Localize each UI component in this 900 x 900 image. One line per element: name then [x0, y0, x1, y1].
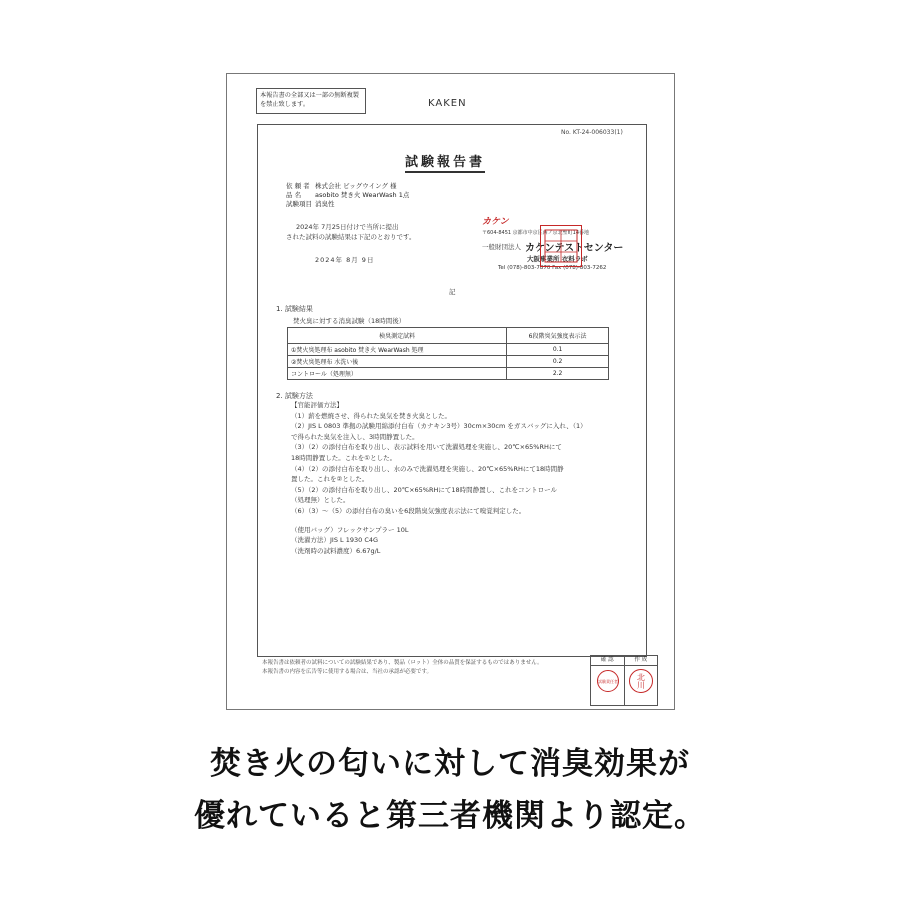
footer-note: [262, 659, 543, 677]
org-brand: カケン: [482, 217, 509, 227]
table-row: [288, 368, 609, 380]
method-line: （2）JIS L 0803 準拠の試験用綿添付白布（カナキン3号）30cm×30cm をガスバッグに入れ、（1）: [291, 422, 587, 431]
approval-left-label: 確 認: [591, 656, 625, 665]
item-label: 試験項目: [286, 200, 312, 208]
intro-line2: された試料の試験結果は下記のとおりです。: [286, 233, 416, 241]
org-branch: 大阪事業所 衣料ラボ: [527, 255, 588, 263]
company-seal-stamp: [540, 225, 582, 267]
method-line: （5）（2）の添付白布を取り出し、20℃×65%RHにて18時間静置し、これをコントロール: [291, 485, 558, 494]
doc-number: No. KT-24-006033(1): [561, 129, 623, 136]
footer-line: 本報告書の内容を広告等に使用する場合は、当社の承認が必要です。: [262, 669, 433, 675]
method-line: 18時間静置した。これを①とした。: [291, 453, 397, 462]
approval-box: [590, 655, 658, 706]
method-line: で得られた臭気を注入し、3時間静置した。: [291, 432, 419, 441]
stamp-left: 試験責任者: [597, 670, 619, 692]
row-value: 0.1: [507, 344, 609, 356]
footer-line: 本報告書は依頼者の試料についての試験結果であり、製品（ロット）全体の品質を保証するものではありません。: [262, 660, 543, 666]
requester-value: 株式会社 ビッグウイング 様: [315, 182, 397, 190]
report-date: 2024年 8月 9日: [315, 256, 375, 264]
method-line: （4）（2）の添付白布を取り出し、水のみで洗濯処理を実施し、20℃×65%RHにて18時間静: [291, 464, 564, 473]
product-value: asobito 焚き火 WearWash 1点: [315, 191, 410, 199]
method-line: （3）（2）の添付白布を取り出し、表示試料を用いて洗濯処理を実施し、20℃×65%RHにて: [291, 443, 562, 452]
method-line: [291, 517, 587, 525]
method-line: （洗剤時の試料濃度）6.67g/L: [291, 546, 381, 555]
results-table: [287, 327, 609, 380]
method-line: （6）（3）～（5）の添付白布の臭いを6段階臭気強度表示法にて嗅覚判定した。: [291, 506, 526, 515]
org-name: カケンテストセンター: [525, 243, 624, 254]
seal-icon: [541, 226, 581, 266]
intro-line1: 2024年 7月25日付けで当所に提出: [296, 223, 399, 231]
item-value: 消臭性: [315, 200, 335, 208]
method-line: 置した。これを②とした。: [291, 475, 369, 484]
table-row: [288, 344, 609, 356]
method-line: （処理無）とした。: [291, 496, 350, 505]
caption-line1: 焚き火の匂いに対して消臭効果が: [210, 746, 690, 782]
row-value: 0.2: [507, 356, 609, 368]
report-title: 試験報告書: [405, 151, 485, 173]
org-tel: Tel (078)-803-7870 Fax (078)-803-7262: [498, 265, 607, 271]
results-heading: 1. 試験結果: [276, 305, 313, 313]
table-header-sample: 検臭測定試料: [288, 328, 507, 344]
row-label: コントロール（処理無）: [288, 368, 507, 380]
product-label: 品 名: [286, 191, 302, 199]
method-text: [291, 400, 587, 556]
row-value: 2.2: [507, 368, 609, 380]
stamp-right: 北川: [629, 669, 653, 693]
ki-mark: 記: [449, 288, 456, 296]
org-address: 〒604-8451 京都市中京区西ノ京北聖町14番地: [482, 230, 590, 236]
row-label: ①焚火臭処理布 asobito 焚き火 WearWash 処理: [288, 344, 507, 356]
kaken-logo: KAKEN: [428, 98, 467, 109]
requester-label: 依 頼 者: [286, 182, 310, 190]
method-line: （使用バッグ）フレックサンプラー 10L: [291, 525, 409, 534]
row-label: ②焚火臭処理布 水洗い後: [288, 356, 507, 368]
results-sub: 焚火臭に対する消臭試験（18時間後）: [293, 317, 406, 325]
method-line: 【官能評価方法】: [291, 401, 343, 409]
table-header-value: 6段階臭気強度表示法: [507, 328, 609, 344]
method-heading: 2. 試験方法: [276, 392, 313, 400]
approval-right-label: 作 成: [634, 657, 648, 663]
method-line: （1）薪を燃焼させ、得られた臭気を焚き火臭とした。: [291, 411, 451, 420]
org-name-prefix: 一般財団法人: [482, 243, 521, 251]
notice-top: 本報告書の全部又は一部の無断複製を禁止致します。: [256, 88, 366, 114]
info-table: [286, 181, 412, 208]
table-row: [288, 356, 609, 368]
caption-line2: 優れていると第三者機関より認定。: [194, 798, 706, 834]
method-line: （洗濯方法）JIS L 1930 C4G: [291, 536, 379, 545]
